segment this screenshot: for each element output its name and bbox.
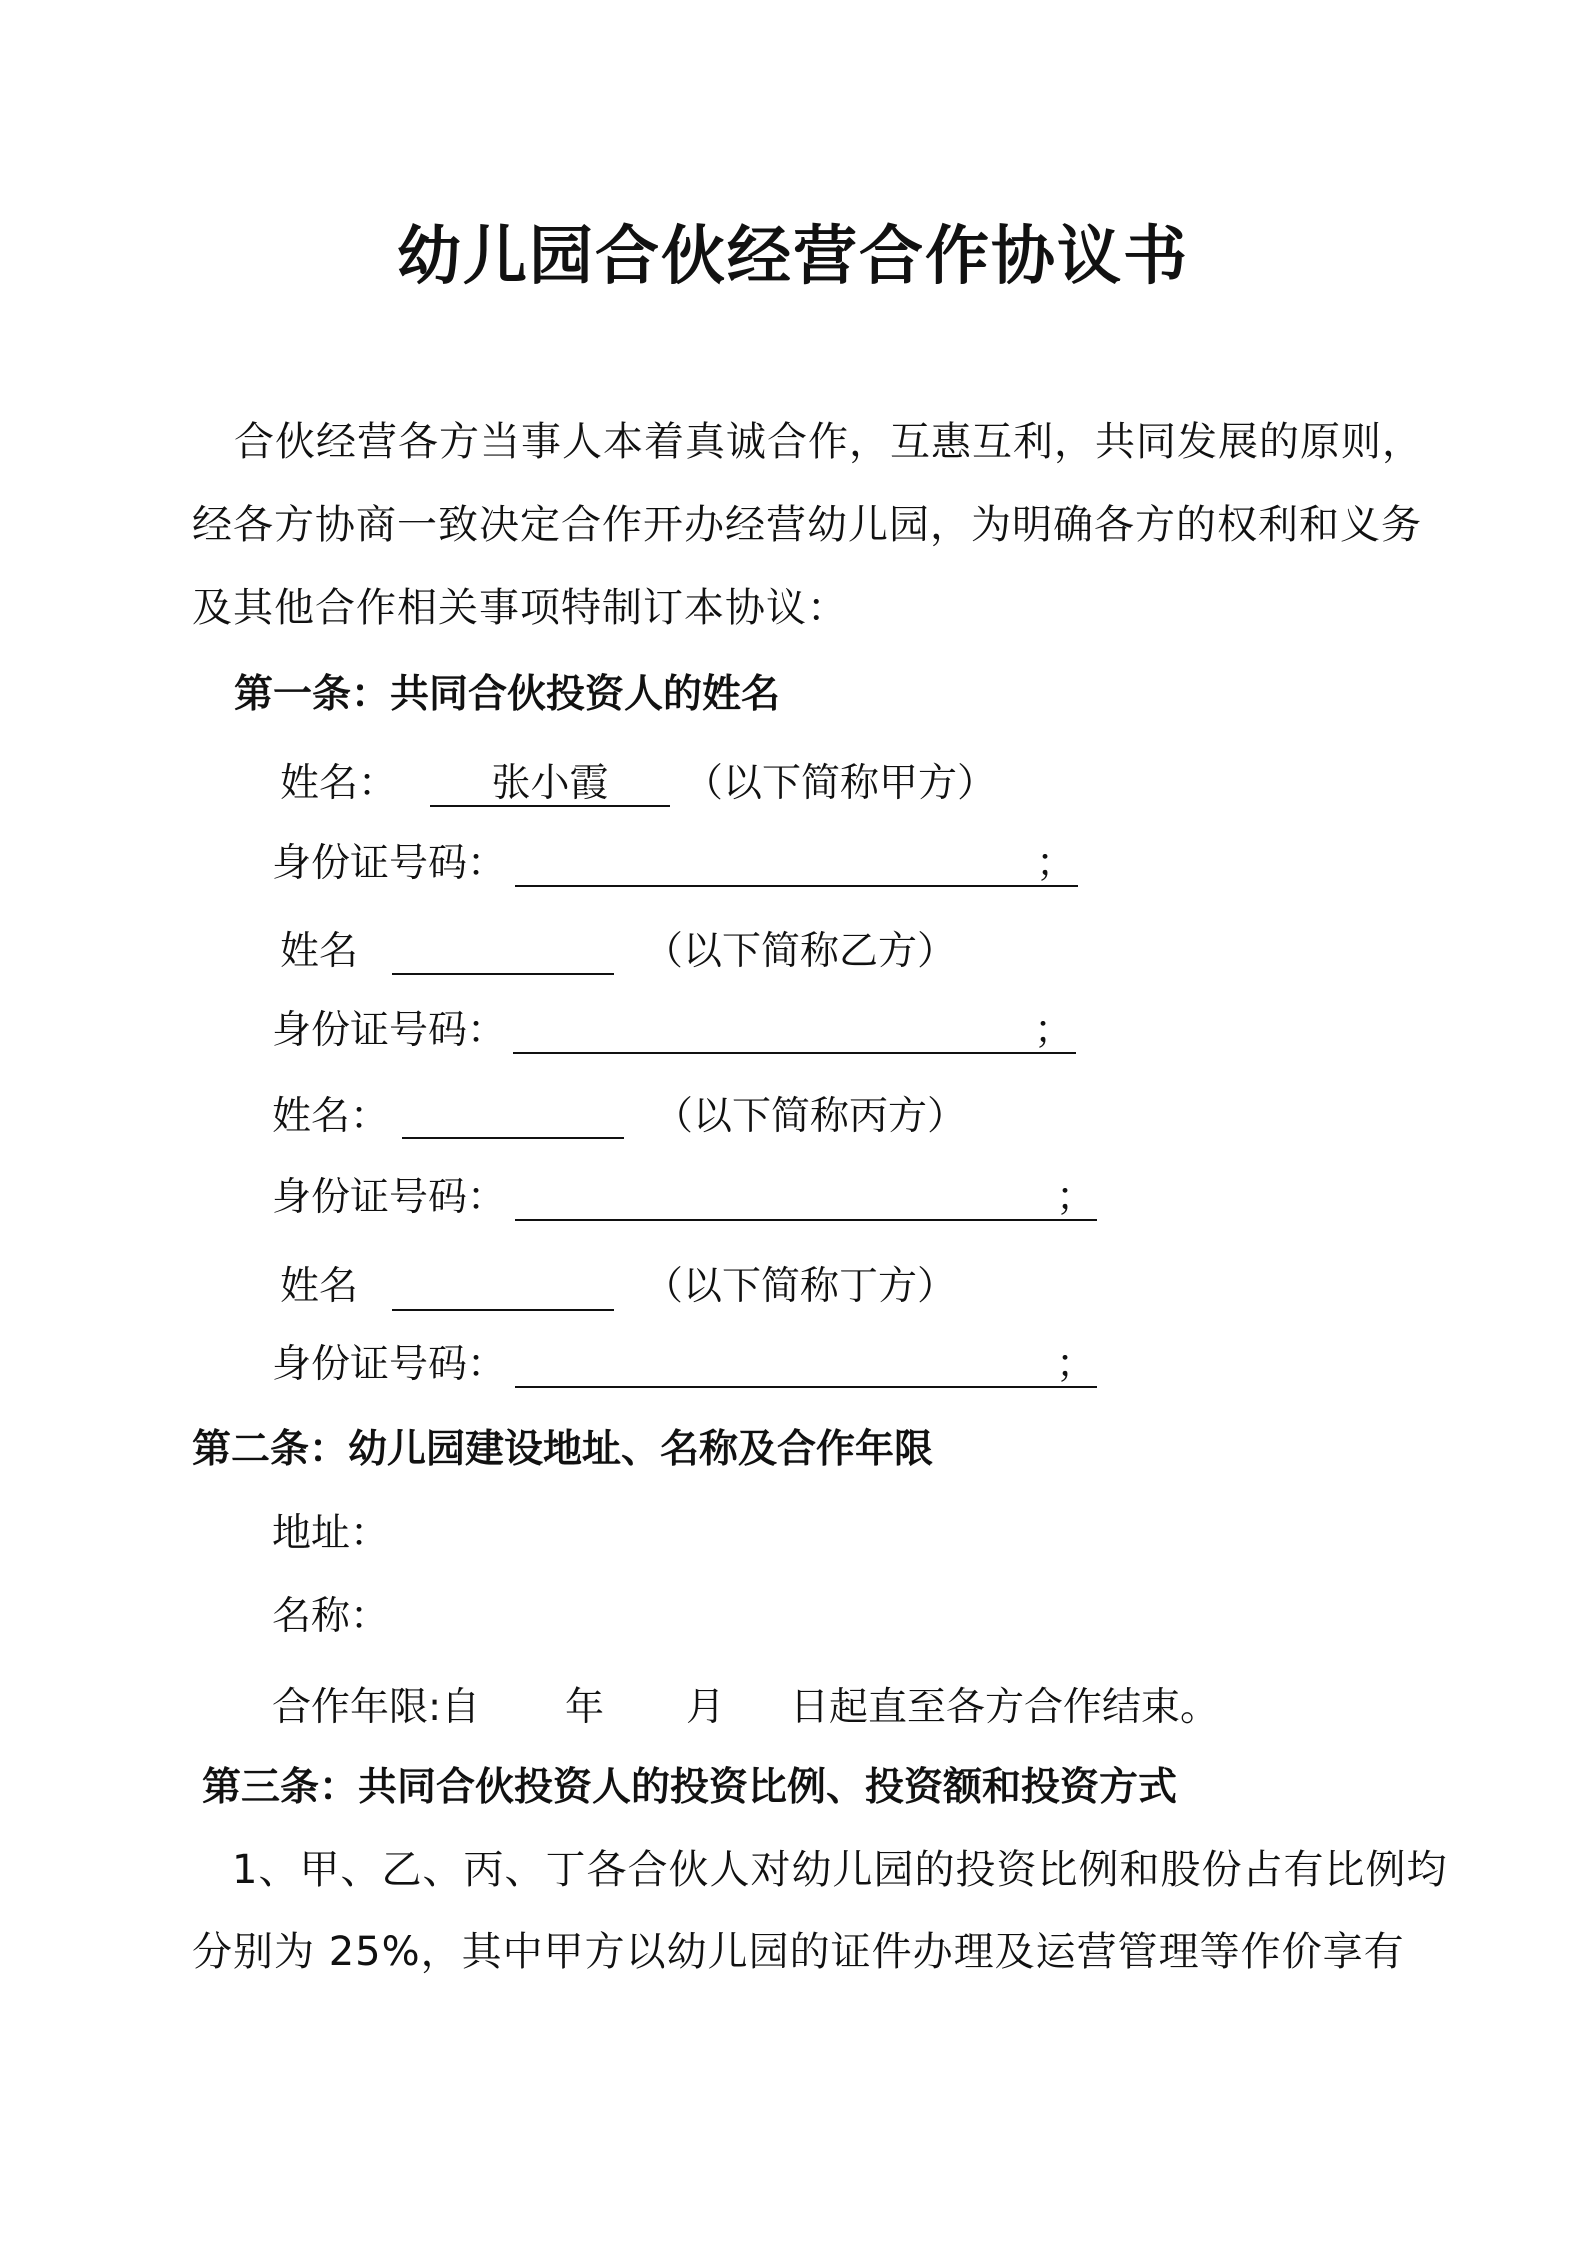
party-a-id-line <box>515 885 1078 887</box>
party-c-id-label: 身份证号码： <box>272 1175 507 1220</box>
term-suffix: 日起直至各方合作结束。 <box>790 1685 1220 1730</box>
party-a-name-line <box>430 805 670 807</box>
party-b-id-label: 身份证号码： <box>272 1008 507 1053</box>
article-3-line-2: 分别为 25%，其中甲方以幼儿园的证件办理及运营管理等作价享有 <box>192 1929 1405 1975</box>
term-month: 月 <box>686 1685 726 1730</box>
name-label: 名称： <box>272 1594 390 1639</box>
intro-line-1: 合伙经营各方当事人本着真诚合作，互惠互利，共同发展的原则， <box>234 419 1423 465</box>
party-a-id-end: ； <box>1036 841 1076 886</box>
party-c-suffix: （以下简称丙方） <box>654 1094 967 1139</box>
party-d-id-line <box>515 1386 1097 1388</box>
party-b-suffix: （以下简称乙方） <box>644 929 957 974</box>
address-label: 地址： <box>272 1511 390 1556</box>
party-d-name-line <box>392 1309 614 1311</box>
term-year: 年 <box>565 1685 605 1730</box>
party-c-name-label: 姓名： <box>272 1094 390 1139</box>
party-d-id-label: 身份证号码： <box>272 1342 507 1387</box>
party-a-name-value: 张小霞 <box>491 761 609 806</box>
party-c-name-line <box>402 1137 624 1139</box>
party-a-suffix: （以下简称甲方） <box>684 761 997 806</box>
party-a-name-label: 姓名： <box>280 761 398 806</box>
party-b-id-line <box>513 1052 1076 1054</box>
term-prefix: 合作年限:自 <box>272 1685 481 1730</box>
document-title: 幼儿园合伙经营合作协议书 <box>397 220 1189 294</box>
party-d-name-label: 姓名 <box>280 1264 359 1309</box>
party-c-id-end: ； <box>1056 1175 1096 1220</box>
party-b-name-line <box>392 973 614 975</box>
article-2-heading: 第二条：幼儿园建设地址、名称及合作年限 <box>192 1427 934 1472</box>
party-c-id-line <box>515 1219 1097 1221</box>
article-3-heading: 第三条：共同合伙投资人的投资比例、投资额和投资方式 <box>202 1765 1178 1810</box>
intro-line-2: 经各方协商一致决定合作开办经营幼儿园，为明确各方的权利和义务 <box>192 502 1422 548</box>
party-d-suffix: （以下简称丁方） <box>644 1264 957 1309</box>
article-3-line-1: 1、甲、乙、丙、丁各合伙人对幼儿园的投资比例和股份占有比例均 <box>232 1847 1448 1893</box>
article-1-heading: 第一条：共同合伙投资人的姓名 <box>234 672 781 717</box>
party-d-id-end: ； <box>1056 1342 1096 1387</box>
party-b-name-label: 姓名 <box>280 929 359 974</box>
party-a-id-label: 身份证号码： <box>272 841 507 886</box>
party-b-id-end: ； <box>1034 1008 1074 1053</box>
intro-line-3: 及其他合作相关事项特制订本协议： <box>192 585 848 631</box>
